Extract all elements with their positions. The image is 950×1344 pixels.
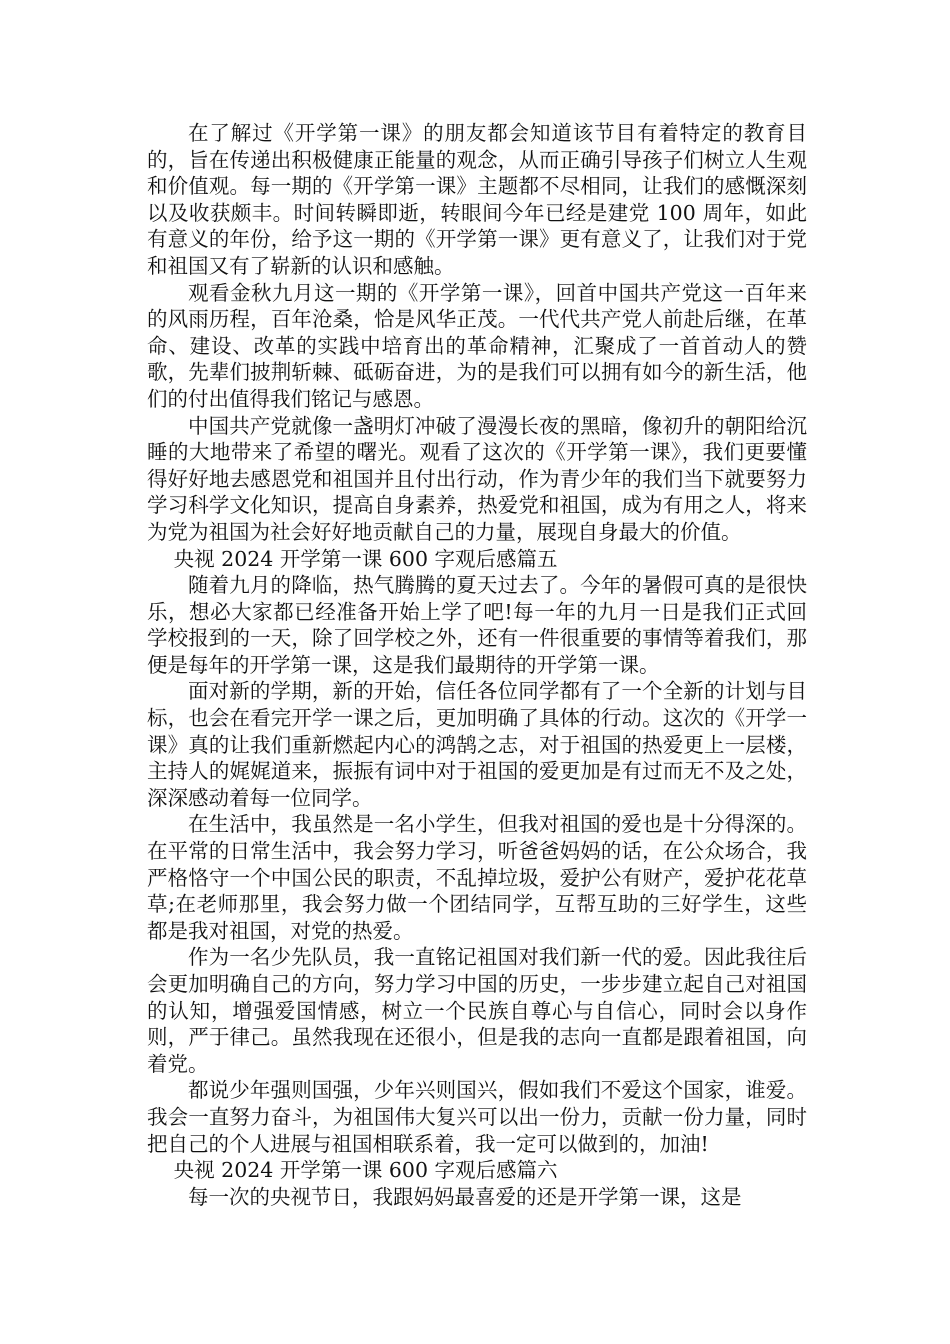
section-heading: 央视 2024 开学第一课 600 字观后感篇六	[173, 1158, 558, 1183]
paragraph: 中国共产党就像一盏明灯冲破了漫漫长夜的黑暗，像初升的朝阳给沉睡的大地带来了希望的曙光。观看了这次的《开学第一课》，我们更要懂得好好地去感恩党和祖国并且付出行动，作为青少年的我们当下就要努力学习科学文化知识，提高自身素养，热爱党和祖国，成为有用之人，将来为党为祖国为社会好好地贡献自己的力量，展现自身最大的价值。	[147, 413, 807, 544]
paragraph: 随着九月的降临，热气腾腾的夏天过去了。今年的暑假可真的是很快乐，想必大家都已经准备开始上学了吧!每一年的九月一日是我们正式回学校报到的一天，除了回学校之外，还有一件很重要的事情等着我们，那便是每年的开学第一课，这是我们最期待的开学第一课。	[147, 573, 807, 677]
paragraph: 在生活中，我虽然是一名小学生，但我对祖国的爱也是十分得深的。在平常的日常生活中，我会努力学习，听爸爸妈妈的话，在公众场合，我严格恪守一个中国公民的职责，不乱掉垃圾，爱护公有财产，爱护花花草草;在老师那里，我会努力做一个团结同学，互帮互助的三好学生，这些都是我对祖国，对党的热爱。	[147, 812, 807, 943]
paragraph: 在了解过《开学第一课》的朋友都会知道该节目有着特定的教育目的，旨在传递出积极健康正能量的观念，从而正确引导孩子们树立人生观和价值观。每一期的《开学第一课》主题都不尽相同，让我们的感慨深刻以及收获颇丰。时间转瞬即逝，转眼间今年已经是建党 100 周年，如此有意义的年份，给予这一期的《开学第一课》更有意义了，让我们对于党和祖国又有了崭新的认识和感触。	[147, 121, 807, 278]
document-page	[147, 120, 807, 1210]
paragraph: 都说少年强则国强，少年兴则国兴，假如我们不爱这个国家，谁爱。我会一直努力奋斗，为祖国伟大复兴可以出一份力，贡献一份力量，同时把自己的个人进展与祖国相联系着，我一定可以做到的，加油!	[147, 1078, 807, 1156]
paragraph: 每一次的央视节日，我跟妈妈最喜爱的还是开学第一课，这是	[188, 1184, 742, 1209]
paragraph: 面对新的学期，新的开始，信任各位同学都有了一个全新的计划与目标，也会在看完开学一课之后，更加明确了具体的行动。这次的《开学一课》真的让我们重新燃起内心的鸿鹄之志，对于祖国的热爱更上一层楼，主持人的娓娓道来，振振有词中对于祖国的爱更加是有过而无不及之处，深深感动着每一位同学。	[147, 679, 807, 810]
paragraph: 观看金秋九月这一期的《开学第一课》，回首中国共产党这一百年来的风雨历程，百年沧桑，恰是风华正茂。一代代共产党人前赴后继，在革命、建设、改革的实践中培育出的革命精神，汇聚成了一首首动人的赞歌，先辈们披荆斩棘、砥砺奋进，为的是我们可以拥有如今的新生活，他们的付出值得我们铭记与感恩。	[147, 280, 807, 411]
paragraph: 作为一名少先队员，我一直铭记祖国对我们新一代的爱。因此我往后会更加明确自己的方向，努力学习中国的历史，一步步建立起自己对祖国的认知，增强爱国情感，树立一个民族自尊心与自信心，同时会以身作则，严于律己。虽然我现在还很小，但是我的志向一直都是跟着祖国，向着党。	[147, 945, 807, 1076]
section-heading: 央视 2024 开学第一课 600 字观后感篇五	[173, 546, 558, 571]
